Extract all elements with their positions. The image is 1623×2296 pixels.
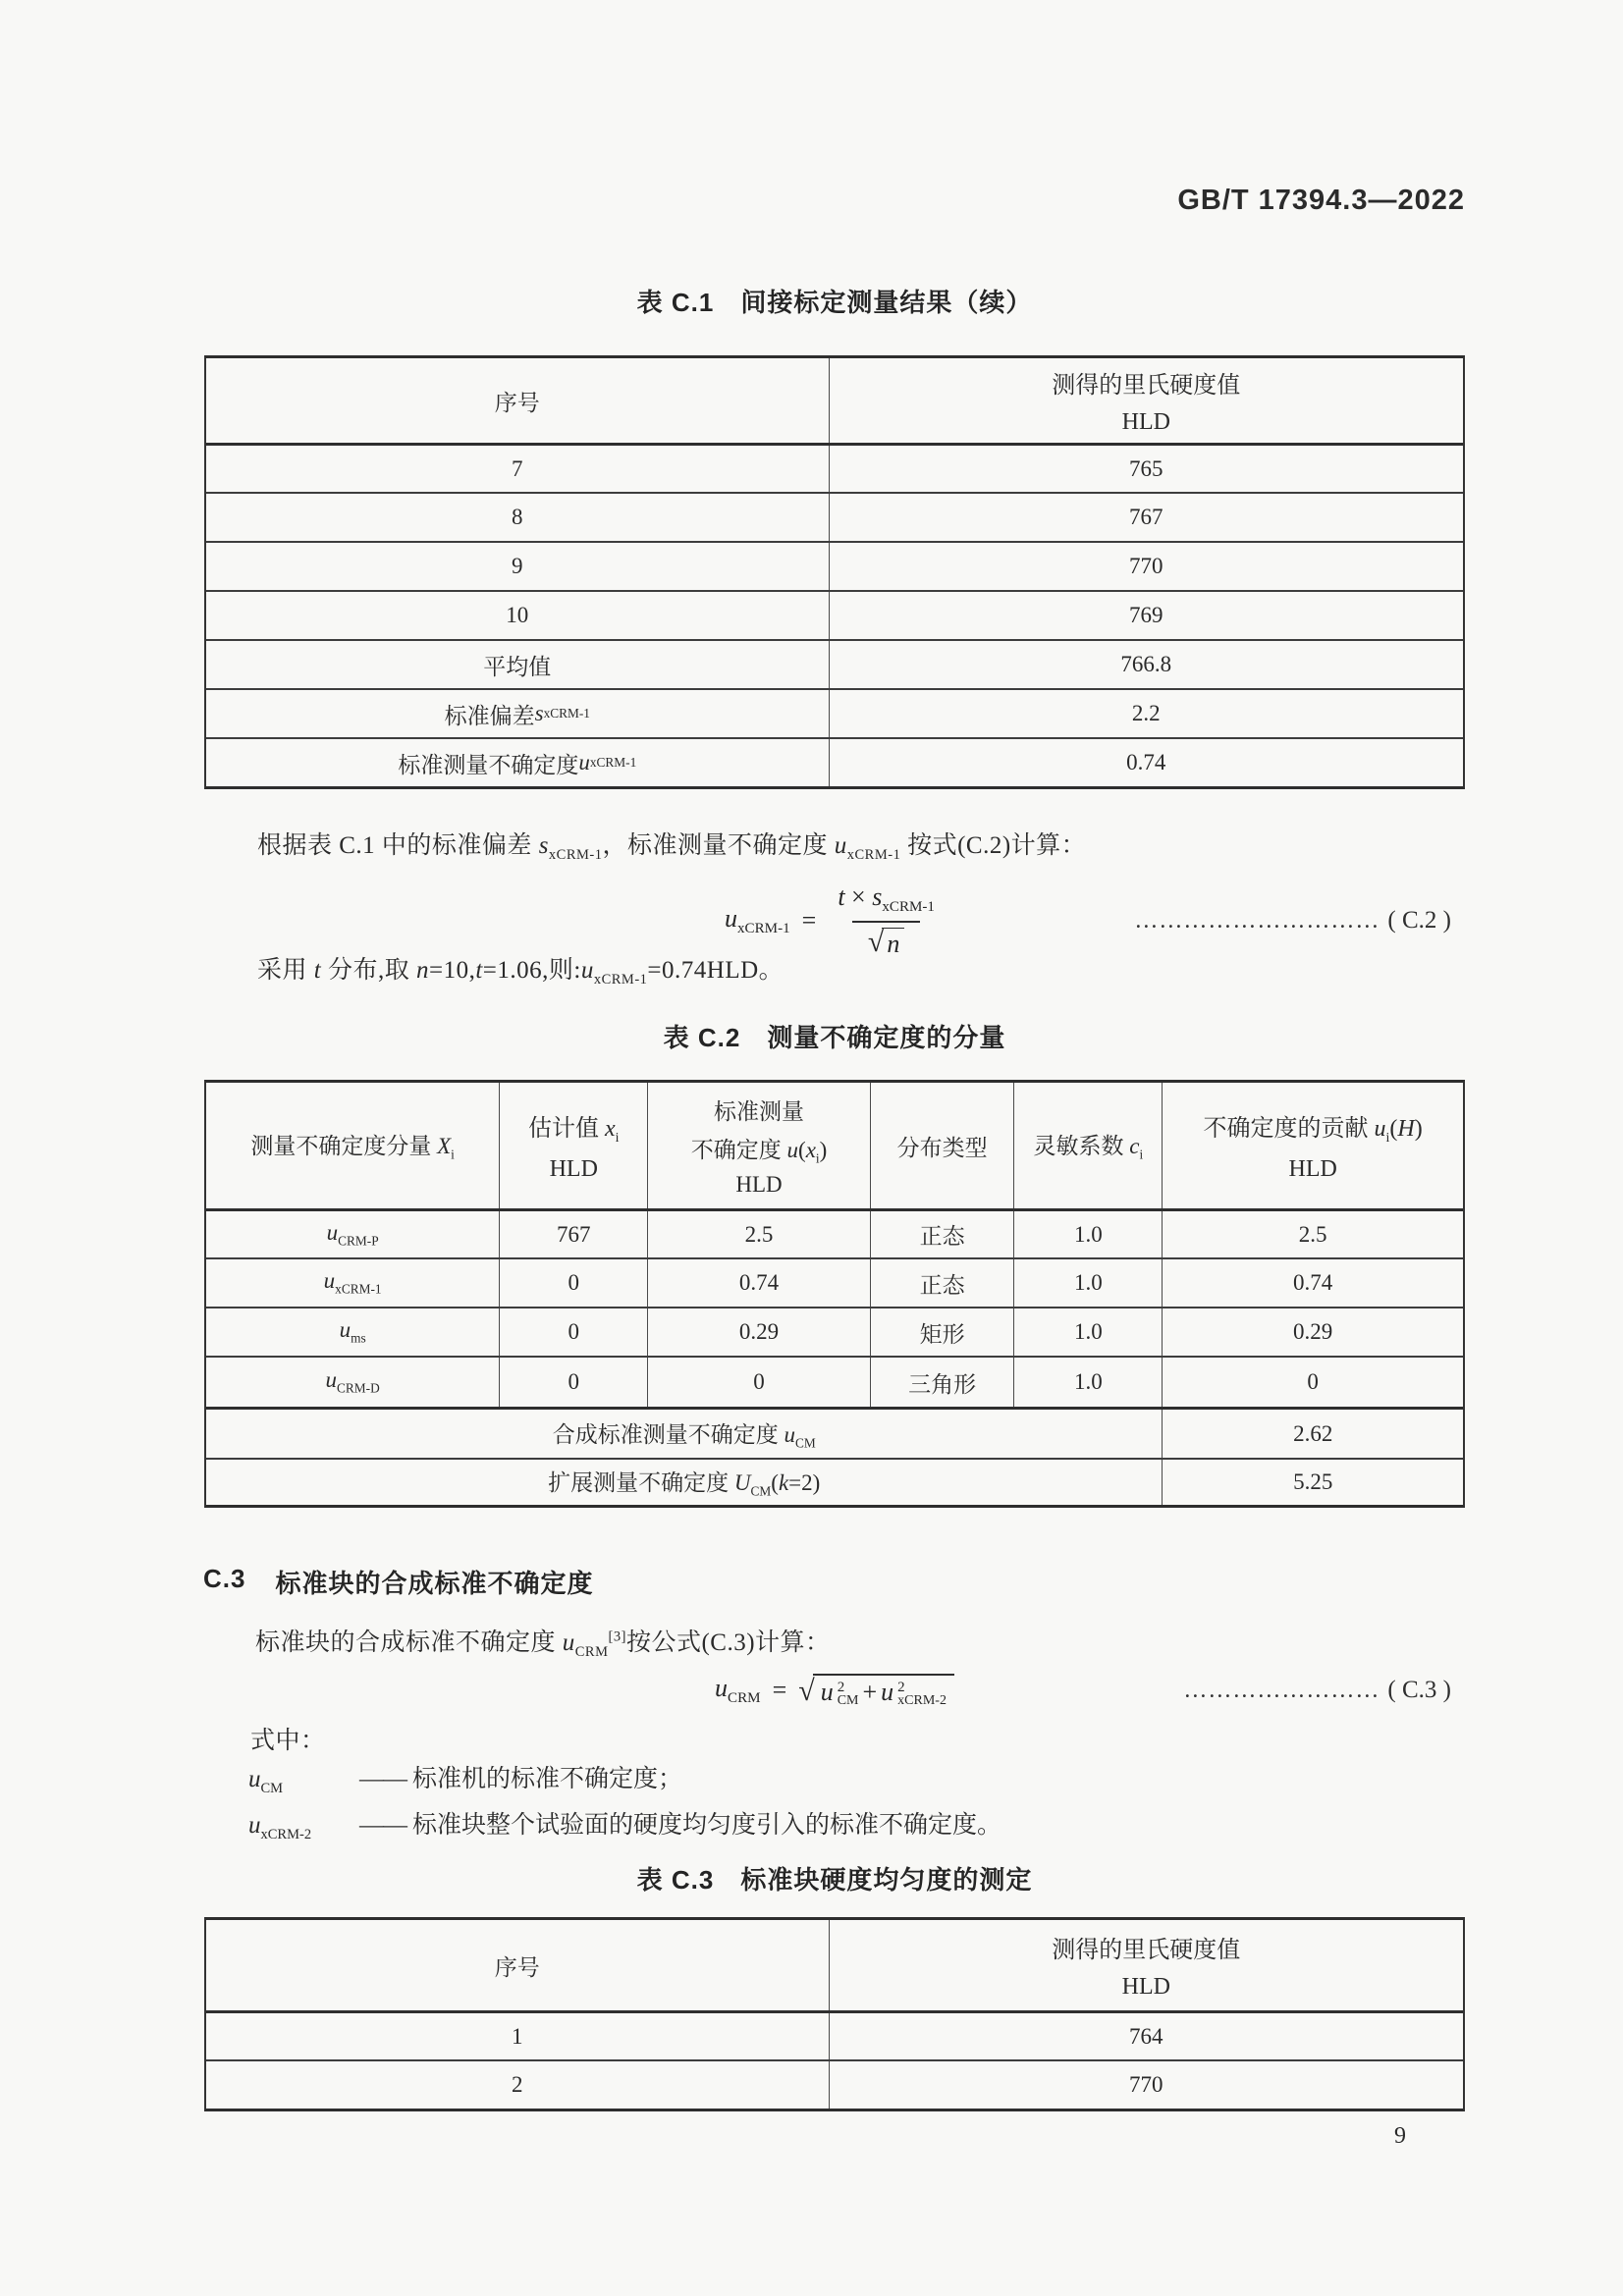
value: 2.62	[1293, 1420, 1333, 1446]
cell-distribution	[870, 1259, 1014, 1307]
cell-val	[829, 2061, 1463, 2109]
cell-val	[1162, 1410, 1463, 1458]
paren: (	[771, 1470, 779, 1496]
definition-symbol	[248, 1812, 359, 1843]
subscript: i	[815, 1150, 820, 1166]
subscript: CM	[837, 1693, 859, 1708]
symbol-u: u	[326, 1219, 339, 1245]
row-no: 10	[506, 603, 529, 627]
symbol-t: t	[838, 881, 845, 911]
component	[326, 1367, 380, 1397]
std-unc-label: 标准测量不确定度	[398, 752, 579, 777]
section-number: C.3	[203, 1564, 246, 1593]
cell-val	[829, 690, 1463, 737]
header-line	[1034, 1128, 1144, 1163]
symbol-X: X	[437, 1134, 452, 1159]
cell-component	[206, 1211, 499, 1257]
subscript: CM	[750, 1483, 772, 1499]
cell-label	[206, 1410, 1162, 1458]
symbol-c: c	[1129, 1134, 1140, 1159]
text-segment: =0.74HLD。	[647, 957, 784, 984]
value: 0.74	[738, 1270, 780, 1295]
text-segment: =10,	[428, 957, 476, 984]
dot-leaders: …………………………	[1134, 907, 1380, 934]
cell-estimate	[499, 1308, 647, 1356]
value: 1.0	[1074, 1270, 1103, 1295]
col-header-estimate	[499, 1083, 647, 1208]
symbol-t: t	[313, 957, 322, 984]
text-segment: 按公式(C.3)计算：	[625, 1629, 831, 1656]
subscript: i	[451, 1147, 455, 1162]
col-header-no	[206, 1920, 829, 2010]
dot-leaders: ……………………	[1183, 1677, 1380, 1703]
std-unc-symbol: u	[578, 750, 590, 774]
subscript: xCRM-1	[846, 847, 901, 863]
doc-number: GB/T 17394.3—2022	[1177, 185, 1465, 216]
text-segment: 标准块的合成标准不确定度	[255, 1629, 563, 1656]
superscript: 2	[837, 1680, 845, 1695]
value: 0	[568, 1319, 579, 1344]
value: 2.5	[744, 1221, 774, 1247]
symbol-u: u	[784, 1421, 795, 1447]
value: 0	[753, 1369, 765, 1394]
symbol-n: n	[415, 957, 429, 984]
cell-contribution	[1162, 1211, 1463, 1257]
row-no: 9	[512, 554, 523, 578]
cell-distribution	[870, 1308, 1014, 1356]
header-lines	[1204, 1108, 1423, 1183]
text-segment: 根据表 C.1 中的标准偏差	[257, 832, 539, 859]
symbol-u: u	[1374, 1116, 1386, 1143]
row-no: 8	[512, 505, 523, 529]
table-row	[206, 2010, 1463, 2059]
row-val: 2.2	[1131, 701, 1161, 725]
symbol-u: u	[248, 1766, 261, 1792]
col-header-sensitivity	[1013, 1083, 1162, 1208]
cell-val	[829, 2013, 1463, 2059]
row-val: 770	[1129, 2072, 1163, 2097]
table-row	[206, 1356, 1463, 1407]
row-no: 平均值	[483, 654, 552, 679]
col-header-value-line1: 测得的里氏硬度值	[1052, 373, 1241, 399]
value: 0.74	[1293, 1270, 1333, 1295]
cell-estimate	[499, 1358, 647, 1407]
label-tail: =2)	[788, 1470, 821, 1496]
std-unc-subscript: xCRM-1	[589, 755, 637, 770]
symbol-u: u	[820, 1678, 834, 1706]
value: 0	[1307, 1369, 1319, 1394]
page-number: 9	[1394, 2123, 1406, 2149]
header-line	[528, 1108, 620, 1147]
equals-sign: =	[772, 1676, 787, 1704]
cell-no	[206, 592, 829, 639]
table-c2-title: 表 C.2 测量不确定度的分量	[663, 1023, 1006, 1052]
std-dev-subscript: xCRM-1	[543, 706, 590, 721]
cell-no	[206, 494, 829, 541]
header-line: 标准测量	[714, 1098, 805, 1124]
sqrt-content	[882, 928, 904, 959]
cell-sensitivity	[1013, 1308, 1162, 1356]
header-unit: HLD	[735, 1172, 783, 1198]
row-no: 7	[512, 455, 523, 481]
symbol-u: u	[325, 1367, 338, 1393]
symbol-u: u	[580, 957, 594, 984]
subscript: xCRM-2	[260, 1827, 312, 1842]
subscript: i	[615, 1130, 620, 1146]
symbol-n: n	[887, 930, 900, 959]
cell-label	[206, 739, 829, 786]
symbol-x: x	[604, 1116, 616, 1143]
paren: (	[1389, 1116, 1398, 1143]
symbol-u: u	[834, 832, 847, 859]
table-row	[206, 590, 1463, 639]
label	[553, 1416, 816, 1452]
row-no: 2	[512, 2072, 523, 2097]
col-header-value	[829, 1920, 1463, 2010]
value: 1.0	[1074, 1319, 1103, 1344]
formula-c3-tail	[1183, 1677, 1451, 1704]
cell-uncertainty	[647, 1211, 870, 1257]
subscript: i	[1385, 1130, 1390, 1146]
cell-distribution	[870, 1211, 1014, 1257]
cell-uncertainty	[647, 1308, 870, 1356]
cell-val	[829, 739, 1463, 786]
fraction	[828, 882, 945, 959]
cell-distribution	[870, 1358, 1014, 1407]
formula-lhs	[725, 904, 790, 937]
symbol-u: u	[881, 1678, 894, 1706]
fraction-denominator	[852, 921, 920, 959]
header-label: 估计值	[527, 1116, 605, 1143]
cell-uncertainty	[647, 1358, 870, 1407]
header-label: 分布类型	[896, 1135, 988, 1160]
subscript: CRM-D	[337, 1380, 380, 1396]
paren: )	[1414, 1116, 1423, 1143]
value: 正态	[919, 1272, 965, 1298]
cell-no	[206, 641, 829, 688]
col-header-no	[206, 358, 829, 443]
paragraph-t-distribution	[257, 950, 784, 988]
header-unit: HLD	[549, 1155, 598, 1182]
header-label: 测量不确定度分量	[250, 1134, 438, 1159]
paragraph-c3-intro	[255, 1623, 831, 1661]
where-clause: 式中：	[250, 1728, 326, 1754]
table-row-std-uncertainty	[206, 737, 1463, 786]
plus-sign: +	[862, 1678, 878, 1706]
subscript: xCRM-1	[593, 972, 648, 988]
symbol-k: k	[778, 1470, 789, 1496]
subscript: CM	[260, 1781, 284, 1796]
table-row	[206, 492, 1463, 541]
col-header-value-line2: HLD	[1121, 409, 1170, 435]
times-sign: ×	[851, 881, 866, 911]
cell-estimate	[499, 1211, 647, 1257]
cell-component	[206, 1358, 499, 1407]
cell-sensitivity	[1013, 1358, 1162, 1407]
component	[340, 1317, 366, 1347]
subscript: CRM	[574, 1644, 609, 1660]
row-val: 764	[1129, 2023, 1163, 2049]
value: 0	[568, 1270, 579, 1295]
formula-lhs	[715, 1674, 761, 1707]
symbol-u: u	[786, 1137, 799, 1162]
symbol-x: x	[805, 1137, 816, 1162]
table-row-std-dev	[206, 688, 1463, 737]
symbol-U: U	[733, 1470, 751, 1496]
value: 0.29	[1293, 1319, 1333, 1344]
table-c1	[204, 355, 1465, 789]
header-text	[250, 1128, 455, 1163]
supsub	[897, 1681, 947, 1708]
subscript: CRM	[728, 1690, 761, 1707]
col-header-component	[206, 1083, 499, 1208]
definition-uxcrm2	[248, 1805, 1001, 1843]
symbol-u: u	[562, 1629, 575, 1656]
paren: (	[798, 1137, 806, 1162]
table-row-expanded-uncertainty	[206, 1458, 1463, 1505]
text-segment: 采用	[257, 957, 314, 984]
cell-no	[206, 446, 829, 492]
section-c3-heading	[203, 1564, 593, 1600]
sqrt-sign: √	[867, 926, 885, 959]
label-text: 扩展测量不确定度	[548, 1470, 734, 1496]
cell-contribution	[1162, 1259, 1463, 1307]
cell-sensitivity	[1013, 1211, 1162, 1257]
subscript: xCRM-1	[882, 899, 935, 916]
text-segment: ，标准测量不确定度	[602, 832, 835, 859]
symbol-u: u	[715, 1673, 729, 1702]
col-header-no-label: 序号	[494, 1954, 540, 1980]
cell-val	[829, 494, 1463, 541]
formula-c2-tail	[1134, 907, 1451, 934]
col-header-value	[829, 358, 1463, 443]
value: 0	[568, 1369, 579, 1394]
definition-dash: ——	[359, 1766, 406, 1792]
symbol-t: t	[475, 957, 483, 984]
definition-ucm	[248, 1759, 682, 1797]
table-c3	[204, 1917, 1465, 2111]
cell-val	[829, 446, 1463, 492]
col-header-no-label: 序号	[494, 390, 540, 415]
table-row	[206, 2059, 1463, 2109]
table-row	[206, 1307, 1463, 1356]
reference-superscript: [3]	[608, 1629, 626, 1645]
table-row	[206, 443, 1463, 492]
definition-text: 标准块整个试验面的硬度均匀度引入的标准不确定度。	[412, 1812, 1002, 1839]
value: 1.0	[1074, 1221, 1103, 1247]
col-header-contribution	[1162, 1083, 1463, 1208]
fraction-numerator	[828, 882, 945, 921]
row-val: 766.8	[1120, 652, 1172, 676]
table-row	[206, 541, 1463, 590]
radical-expression	[798, 1674, 954, 1707]
symbol-u: u	[323, 1268, 336, 1294]
value: 三角形	[908, 1371, 977, 1397]
table-row	[206, 1257, 1463, 1307]
cell-estimate	[499, 1259, 647, 1307]
cell-label	[206, 1460, 1162, 1505]
cell-contribution	[1162, 1308, 1463, 1356]
row-val: 765	[1129, 455, 1163, 481]
sqrt-sign: √	[798, 1675, 815, 1707]
header-lines	[691, 1094, 828, 1199]
row-val: 769	[1129, 603, 1163, 627]
value: 矩形	[919, 1321, 965, 1347]
cell-component	[206, 1259, 499, 1307]
text-segment: 按式(C.2)计算：	[900, 832, 1087, 859]
header-label: 灵敏系数	[1033, 1134, 1130, 1159]
paragraph-c2-intro	[257, 826, 1086, 864]
cell-val	[829, 641, 1463, 688]
cell-no	[206, 2013, 829, 2059]
value: 5.25	[1293, 1469, 1333, 1494]
section-title: 标准块的合成标准不确定度	[275, 1569, 594, 1598]
superscript: 2	[897, 1680, 905, 1695]
cell-sensitivity	[1013, 1259, 1162, 1307]
table-row-combined-uncertainty	[206, 1407, 1463, 1458]
symbol-s: s	[538, 832, 549, 859]
col-header-value-lines	[1052, 365, 1240, 436]
col-header-std-uncertainty	[647, 1083, 870, 1208]
table-c1-title: 表 C.1 间接标定测量结果（续）	[636, 288, 1033, 317]
col-header-distribution	[870, 1083, 1014, 1208]
header-label: 不确定度	[690, 1137, 787, 1162]
symbol-s: s	[872, 881, 883, 911]
cell-val	[829, 592, 1463, 639]
formula-c3	[204, 1663, 1465, 1718]
text-segment: 分布,取	[321, 957, 416, 984]
subscript: ms	[351, 1330, 366, 1346]
row-no: 1	[512, 2023, 523, 2049]
col-header-value-line1: 测得的里氏硬度值	[1052, 1938, 1241, 1963]
value: 767	[557, 1221, 591, 1247]
definition-symbol	[248, 1766, 359, 1797]
cell-component	[206, 1308, 499, 1356]
table-c1-header-row	[206, 358, 1463, 443]
subscript: xCRM-1	[737, 921, 790, 937]
subscript: xCRM-1	[335, 1281, 382, 1297]
symbol-u: u	[339, 1317, 352, 1343]
component	[327, 1220, 379, 1250]
component	[324, 1268, 382, 1298]
row-val: 770	[1129, 554, 1163, 578]
text-segment: =1.06,则:	[482, 957, 581, 984]
table-c2-header-row	[206, 1083, 1463, 1208]
col-header-value-lines	[1052, 1930, 1240, 2001]
subscript: i	[1139, 1147, 1144, 1162]
header-unit: HLD	[1288, 1155, 1337, 1182]
label-text: 合成标准测量不确定度	[552, 1421, 784, 1447]
symbol-u: u	[725, 903, 738, 933]
formula-number: ( C.2 )	[1387, 907, 1451, 934]
cell-val	[829, 543, 1463, 590]
subscript: CM	[794, 1435, 816, 1451]
table-c2	[204, 1080, 1465, 1508]
table-row	[206, 639, 1463, 688]
std-dev-label: 标准偏差	[444, 703, 535, 728]
value: 1.0	[1074, 1369, 1103, 1394]
cell-no	[206, 543, 829, 590]
value: 2.5	[1298, 1221, 1327, 1247]
supsub	[838, 1681, 859, 1708]
formula-number: ( C.3 )	[1387, 1677, 1451, 1703]
cell-uncertainty	[647, 1259, 870, 1307]
table-c3-header-row	[206, 1920, 1463, 2010]
std-dev-symbol: s	[534, 701, 544, 725]
col-header-value-line2: HLD	[1121, 1974, 1170, 2000]
cell-val	[1162, 1460, 1463, 1505]
value: 正态	[919, 1224, 965, 1249]
cell-no	[206, 2061, 829, 2109]
header-label: 不确定度的贡献	[1203, 1116, 1375, 1143]
header-lines	[528, 1108, 620, 1183]
row-val: 767	[1129, 505, 1163, 529]
value: 0.29	[738, 1319, 780, 1344]
definition-dash: ——	[359, 1812, 406, 1839]
row-val: 0.74	[1126, 750, 1166, 774]
paren: )	[819, 1137, 828, 1162]
table-c3-title: 表 C.3 标准块硬度均匀度的测定	[636, 1865, 1033, 1895]
label	[548, 1465, 820, 1500]
subscript: CRM-P	[338, 1233, 379, 1249]
subscript: xCRM-2	[897, 1693, 947, 1708]
cell-label	[206, 690, 829, 737]
subscript: xCRM-1	[548, 847, 603, 863]
header-line	[691, 1132, 828, 1167]
radicand	[813, 1674, 954, 1707]
cell-contribution	[1162, 1358, 1463, 1407]
symbol-u: u	[248, 1812, 261, 1839]
definition-text: 标准机的标准不确定度；	[412, 1766, 683, 1792]
symbol-H: H	[1397, 1116, 1415, 1143]
equals-sign: =	[801, 906, 817, 934]
table-row	[206, 1208, 1463, 1257]
header-line	[1204, 1108, 1423, 1147]
